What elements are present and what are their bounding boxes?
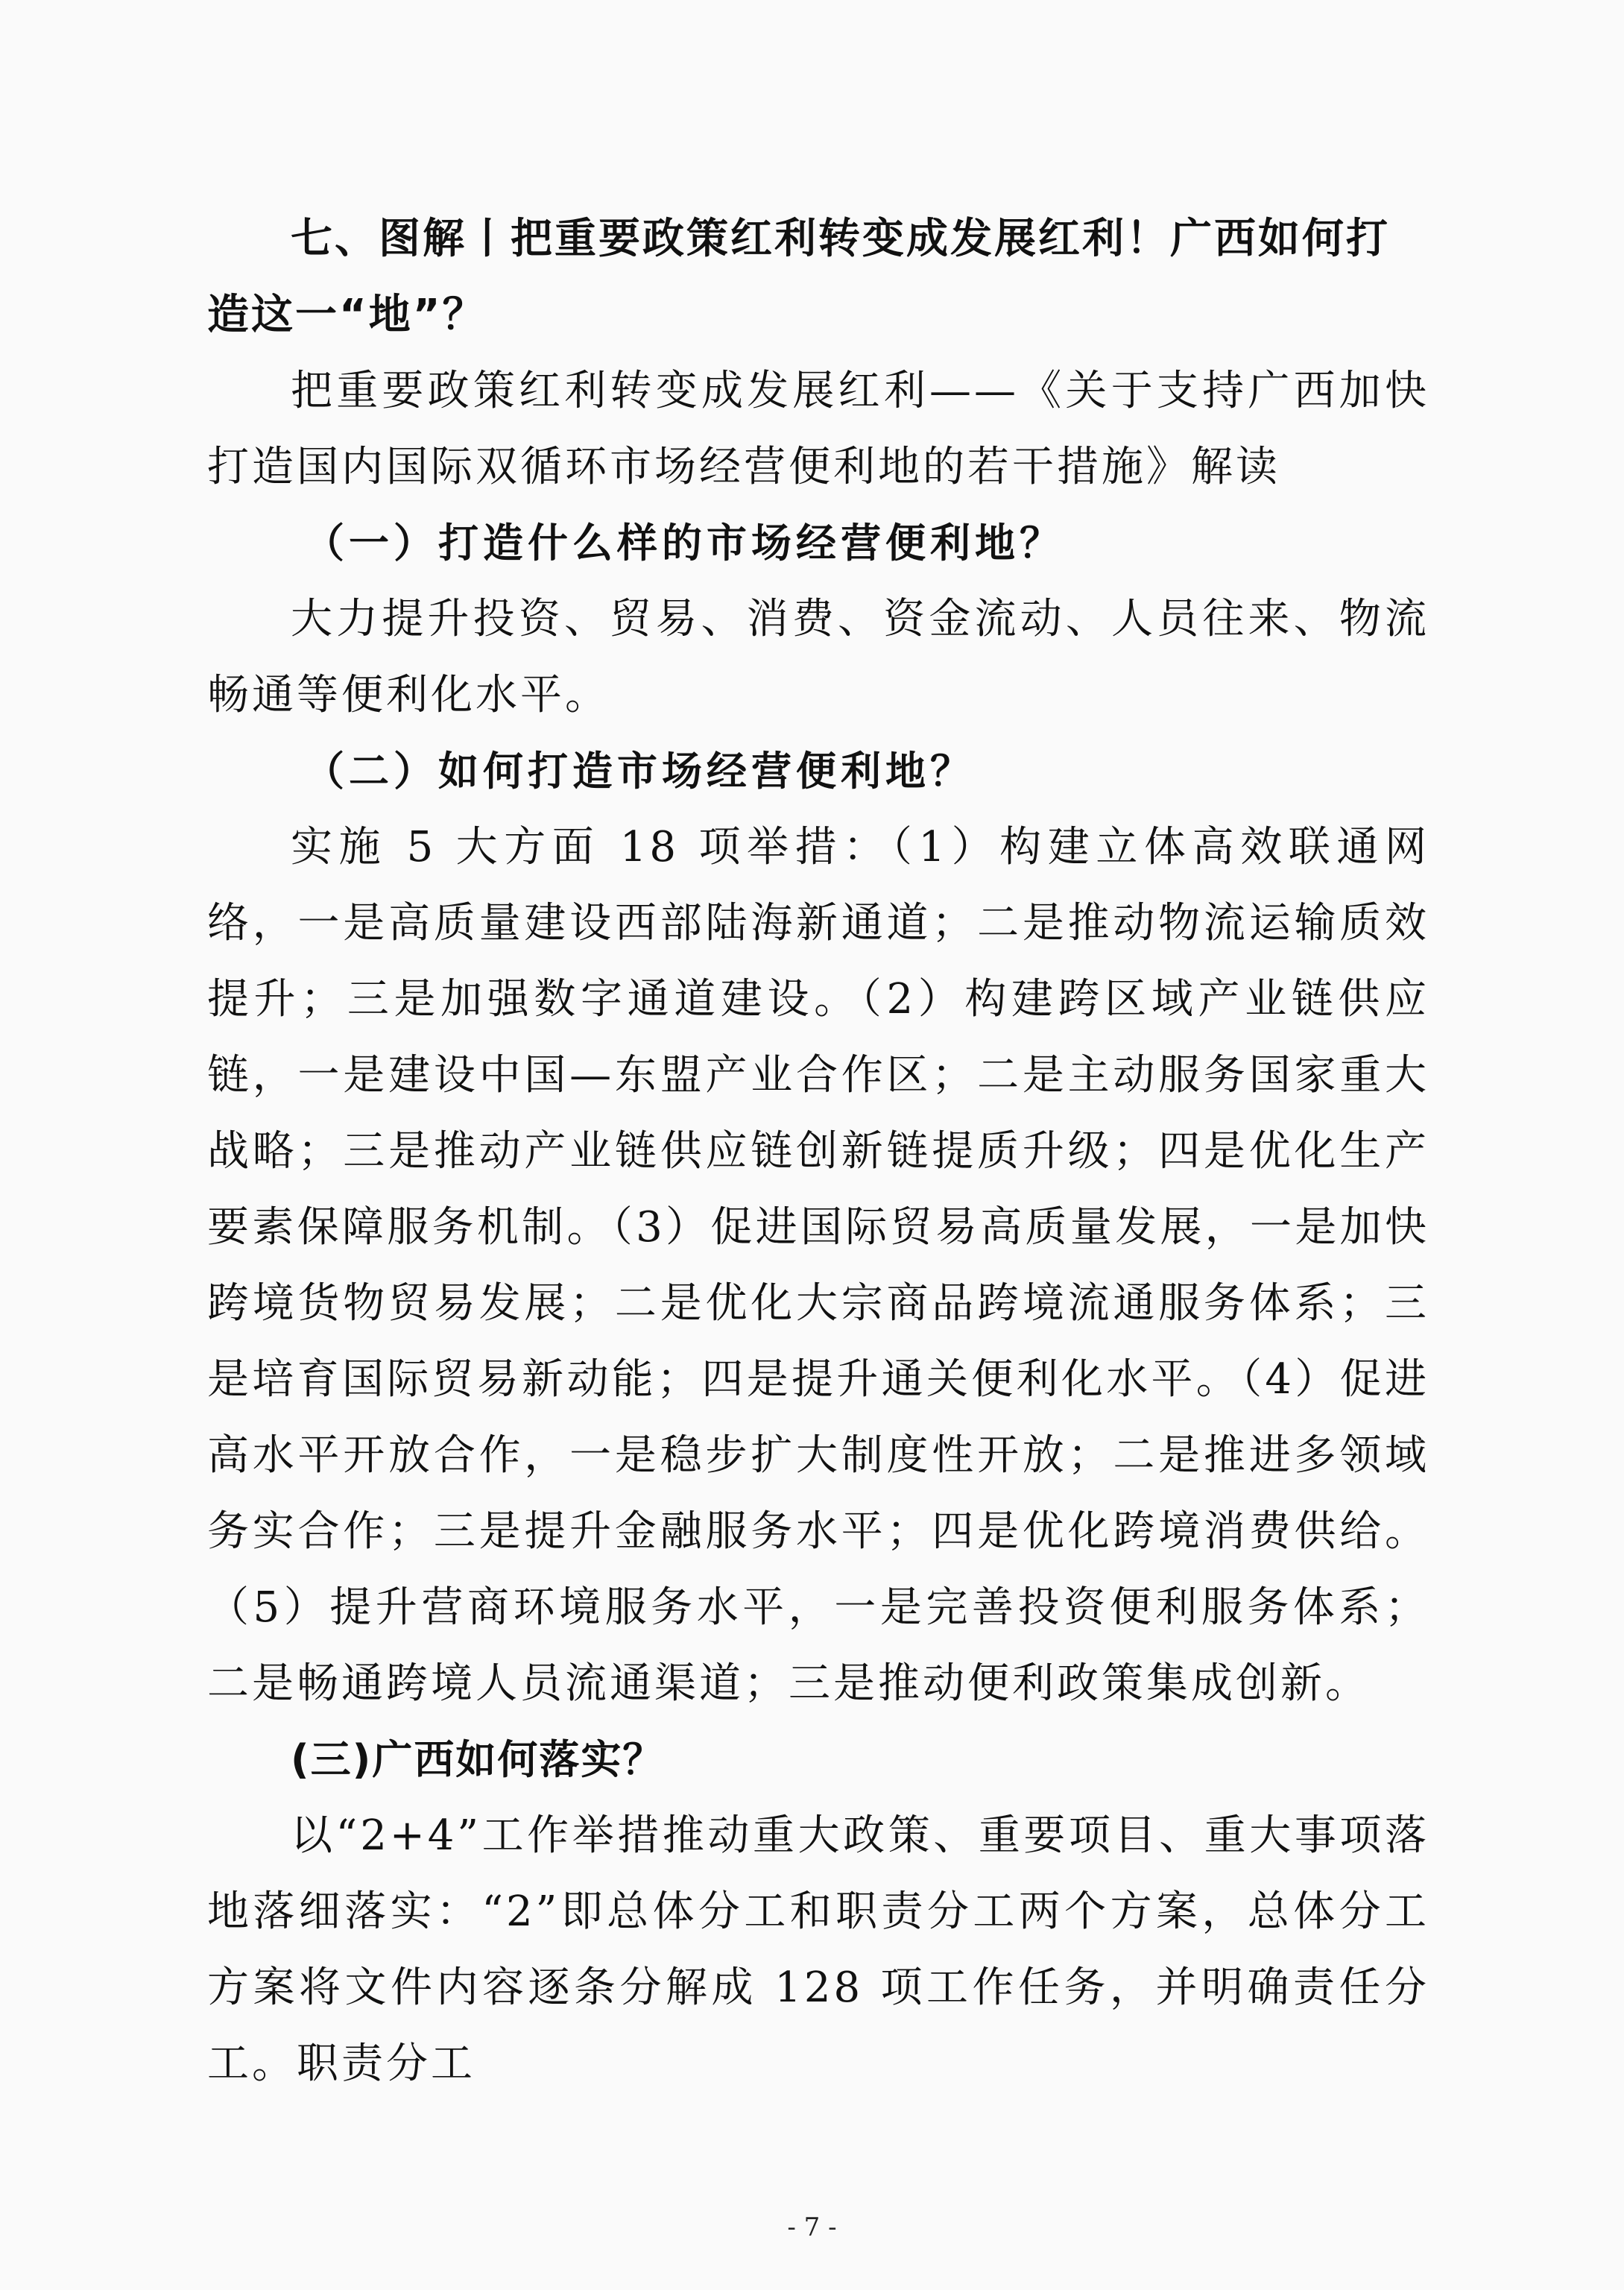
section-1-body: 大力提升投资、贸易、消费、资金流动、人员往来、物流畅通等便利化水平。 <box>207 595 1429 719</box>
page-number: - 7 - <box>787 2212 837 2242</box>
section-1-heading: （一）打造什么样的市场经营便利地？ <box>304 520 1064 567</box>
intro-paragraph: 把重要政策红利转变成发展红利——《关于支持广西加快打造国内国际双循环市场经营便利地的若干措施》解读 <box>207 367 1429 491</box>
section-3-heading: (三)广西如何落实？ <box>291 1736 665 1783</box>
section-2-heading: （二）如何打造市场经营便利地？ <box>304 748 975 795</box>
section-2-body: 实施 5 大方面 18 项举措：（1）构建立体高效联通网络，一是高质量建设西部陆海新通道；二是推动物流运输质效提升；三是加强数字通道建设。（2）构建跨区域产业链供应链，一是建设中国—东盟产业合作区；二是主动服务国家重大战略；三是推动产业链供应链创新链提质升级；四是优化生产要素保障服务机制。（3）促进国际贸易高质量发展，一是加快跨境货物贸易发展；二是优化大宗商品跨境流通服务体系；三是培育国际贸易新动能；四是提升通关便利化水平。（4）促进高水平开放合作，一是稳步扩大制度性开放；二是推进多领域务实合作；三是提升金融服务水平；四是优化跨境消费供给。（5）提升营商环境服务水平，一是完善投资便利服务体系；二是畅通跨境人员流通渠道；三是推动便利政策集成创新。 <box>207 823 1429 1708</box>
section-3-body: 以“2+4”工作举措推动重大政策、重要项目、重大事项落地落细落实：“2”即总体分工和职责分工两个方案，总体分工方案将文件内容逐条分解成 128 项工作任务，并明确责任分工。职责分工 <box>207 1811 1429 2088</box>
document-body <box>207 201 1429 2102</box>
document-title: 七、图解丨把重要政策红利转变成发展红利！广西如何打造这一“地”？ <box>207 215 1390 339</box>
